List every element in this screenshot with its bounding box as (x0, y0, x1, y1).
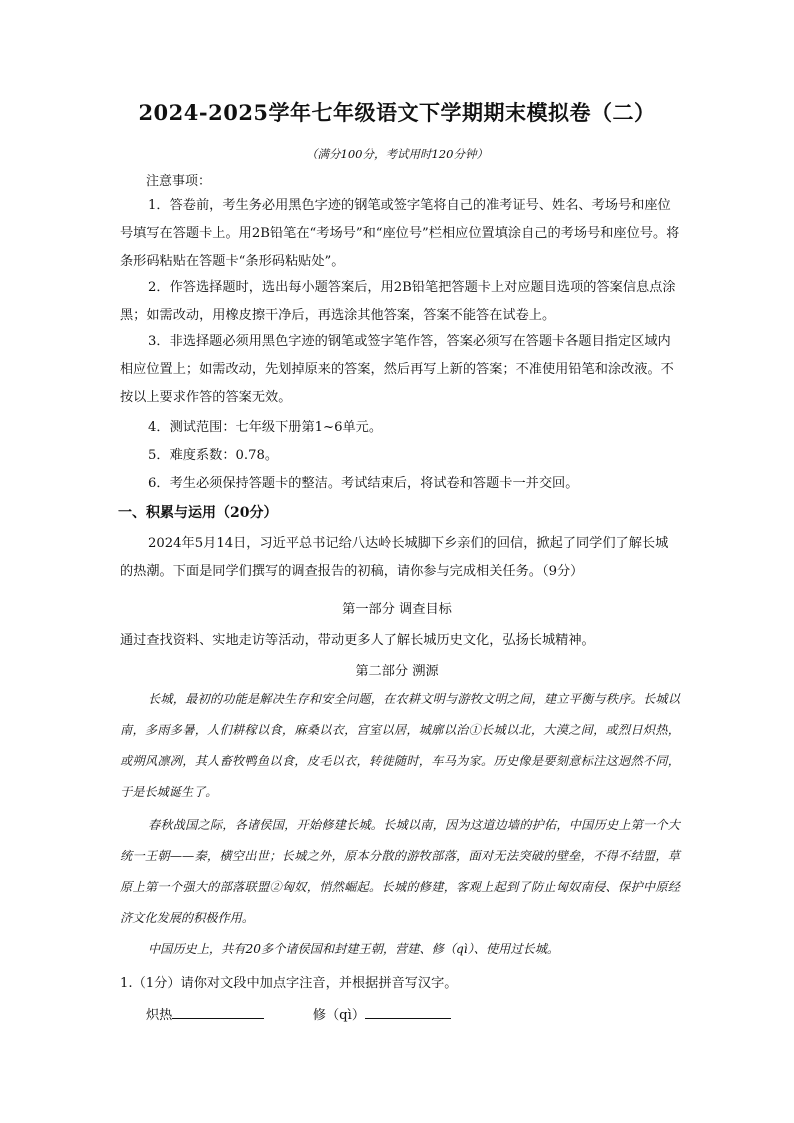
notice-heading: 注意事项： (146, 174, 212, 189)
notice-item-6: 6．考生必须保持答题卡的整洁。考试结束后，将试卷和答题卡一并交回。 (148, 476, 579, 491)
question-1: 1.（1分）请你对文段中加点字注音，并根据拼音写汉字。 (120, 976, 458, 991)
section-heading: 一、积累与运用（20分） (118, 505, 278, 521)
q1-blank-2[interactable] (365, 1004, 451, 1019)
page-title: 2024-2025学年七年级语文下学期期末模拟卷（二） (138, 100, 656, 125)
q1-word-2: 修（qì） (312, 1008, 366, 1023)
section-intro: 2024年5月14日，习近平总书记给八达岭长城脚下乡亲们的回信，掀起了同学们了解长城的热潮。下面是同学们撰写的调查报告的初稿，请你参与完成相关任务。（9分） (120, 536, 669, 579)
part1-text: 通过查找资料、实地走访等活动，带动更多人了解长城历史文化，弘扬长城精神。 (120, 633, 595, 648)
part1-title: 第一部分 调查目标 (342, 602, 452, 617)
passage-paragraph-2: 春秋战国之际，各诸侯国，开始修建长城。长城以南，因为这道边墙的护佑，中国历史上第一个大统一王朝——秦，横空出世；长城之外，原本分散的游牧部落，面对无法突破的壁垒，不得不结盟，草原上第一个强大的部落联盟②匈奴，悄然崛起。长城的修建，客观上起到了防止匈奴南侵、保护中原经济文化发展的积极作用。 (120, 818, 680, 925)
notice-item-3: 3．非选择题必须用黑色字迹的钢笔或签字笔作答，答案必须写在答题卡各题目指定区域内相应位置上；如需改动，先划掉原来的答案，然后再写上新的答案；不准使用铅笔和涂改液。不按以上要求作答的答案无效。 (120, 334, 674, 405)
passage-paragraph-1: 长城，最初的功能是解决生存和安全问题，在农耕文明与游牧文明之间，建立平衡与秩序。长城以南，多雨多暑，人们耕稼以食，麻桑以衣，宫室以居，城廓以治①长城以北，大漠之间，或烈日炽热，或朔风凛冽，其人畜牧鸭鱼以食，皮毛以衣，转徙随时，车马为家。历史像是要刻意标注这迥然不同，于是长城诞生了。 (120, 692, 680, 799)
q1-answer-row (146, 1004, 451, 1023)
notice-item-5: 5．难度系数：0.78。 (148, 448, 279, 463)
notice-item-4: 4．测试范围：七年级下册第1~6单元。 (148, 420, 383, 435)
passage-paragraph-3: 中国历史上，共有20多个诸侯国和封建王朝，营建、修（qì）、使用过长城。 (148, 942, 560, 956)
notice-item-2: 2．作答选择题时，选出每小题答案后，用2B铅笔把答题卡上对应题目选项的答案信息点涂黑；如需改动，用橡皮擦干净后，再选涂其他答案，答案不能答在试卷上。 (120, 280, 676, 323)
exam-subtitle: （满分100分，考试用时120分钟） (306, 147, 488, 161)
part2-title: 第二部分 溯源 (355, 664, 439, 679)
q1-blank-1[interactable] (172, 1004, 264, 1019)
q1-word-1: 炽热 (146, 1008, 173, 1023)
notice-item-1: 1．答卷前，考生务必用黑色字迹的钢笔或签字笔将自己的准考证号、姓名、考场号和座位号填写在答题卡上。用2B铅笔在“考场号”和“座位号”栏相应位置填涂自己的考场号和座位号。将条形码粘贴在答题卡“条形码粘贴处”。 (120, 198, 680, 269)
